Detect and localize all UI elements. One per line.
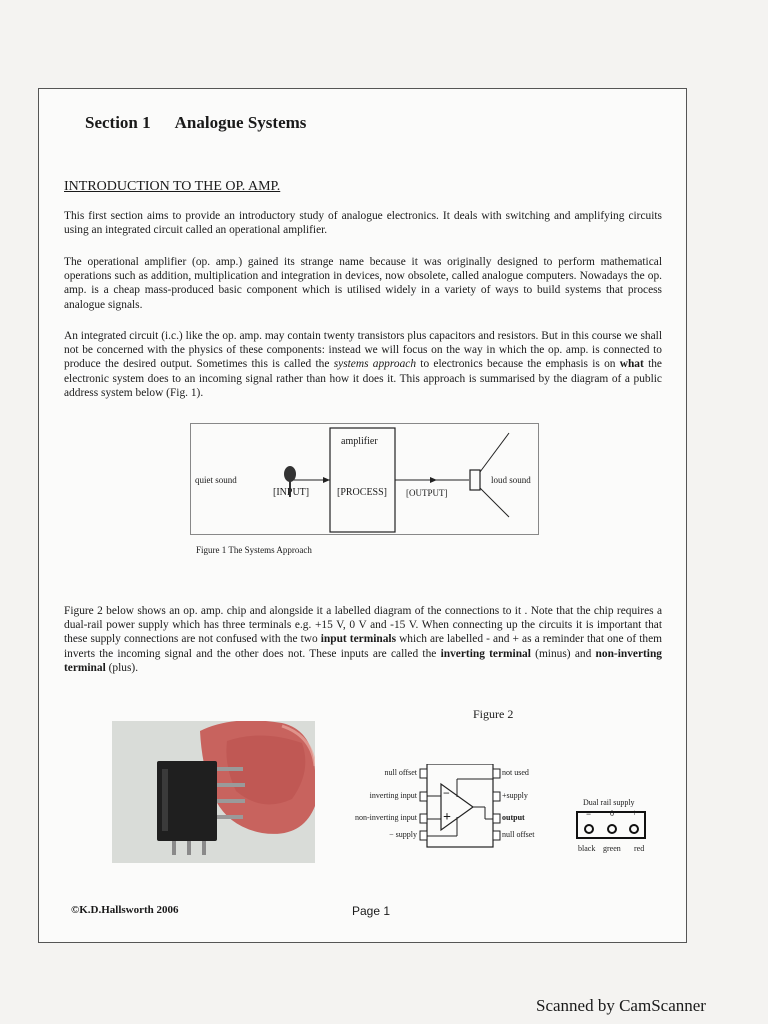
pinout-diagram xyxy=(339,764,539,849)
terminal-mark-minus: − xyxy=(586,809,592,819)
terminal-black xyxy=(585,825,593,833)
pin-label-output: output xyxy=(502,813,525,822)
inverting-terminal-term: inverting terminal xyxy=(440,647,531,660)
pin-label-null-offset-left: null offset xyxy=(384,768,417,777)
non-inverting-sign: + xyxy=(443,810,451,825)
terminal-green xyxy=(608,825,616,833)
copyright-footer: ©K.D.Hallsworth 2006 xyxy=(71,904,179,916)
terminal-colour-green: green xyxy=(603,844,621,853)
non-inverting-terminal-term: non-inverting terminal xyxy=(64,647,662,674)
input-label: [INPUT] xyxy=(273,487,310,498)
section-title: Analogue Systems xyxy=(174,113,307,132)
paragraph-4-text-c: (minus) and xyxy=(530,647,596,660)
terminal-mark-plus: + xyxy=(632,808,638,818)
paragraph-3-text-a: An integrated circuit (i.c.) like the op. amp. may contain twenty transistors plus capacitors and resistors. But in this course we shall not be concerned with the physics of these components: instead we will focus on the way in which the op. amp. is connected to produce the desired output. Sometimes this is called the xyxy=(64,330,662,371)
output-label: [OUTPUT] xyxy=(406,488,448,498)
pin-label-negative-supply: − supply xyxy=(389,830,417,839)
scanner-watermark: Scanned by CamScanner xyxy=(536,996,706,1015)
quiet-sound-label: quiet sound xyxy=(195,475,237,485)
paragraph-3-text-b: to electronics because the emphasis is on xyxy=(416,358,620,371)
paragraph-4-text-a: Figure 2 below shows an op. amp. chip and alongside it a labelled diagram of the connections to it . Note that the chip requires a dual-rail power supply which has three terminals e.g. +15 V, 0 V and -15 V. When connecting up the circuits it is important that these supply connections are not confused with the two xyxy=(64,605,662,646)
dual-rail-supply xyxy=(575,798,651,864)
loud-sound-label: loud sound xyxy=(491,475,531,485)
input-arrow xyxy=(323,477,330,483)
pin-label-positive-supply: +supply xyxy=(502,791,528,800)
pin-label-null-offset-right: null offset xyxy=(502,830,535,839)
figure-1-caption: Figure 1 The Systems Approach xyxy=(196,545,312,555)
inverting-sign: − xyxy=(443,786,450,800)
op-amp-chip-photo xyxy=(112,721,315,863)
amplifier-label: amplifier xyxy=(341,436,378,447)
pin-label-inverting-input: inverting input xyxy=(369,791,417,800)
paragraph-4 xyxy=(64,604,662,675)
terminal-mark-zero: 0 xyxy=(610,809,614,818)
paragraph-3-text-c: the electronic system does to an incoming signal rather than how it does it. This approach is summarised by the diagram of a public address system below (Fig. 1). xyxy=(64,358,662,399)
paragraph-3 xyxy=(64,329,662,400)
pin-label-not-used: not used xyxy=(502,768,529,777)
pin-label-non-inverting-input: non-inverting input xyxy=(355,813,417,822)
section-heading xyxy=(85,113,306,133)
terminal-colour-black: black xyxy=(578,844,596,853)
paragraph-2: The operational amplifier (op. amp.) gained its strange name because it was originally designed to perform mathematical operations such as addition, multiplication and integration in devices, now obsolete, called analogue computers. Nowadays the op. amp. is a cheap mass-produced basic component which is utilised widely in a variety of ways to build systems that process analogue signals. xyxy=(64,256,662,311)
terminal-colour-red: red xyxy=(634,844,645,853)
dual-rail-title: Dual rail supply xyxy=(583,798,635,807)
paragraph-4-text-b: which are labelled - and + as a reminder that one of them inverts the incoming signal and the other does not. These inputs are called the xyxy=(64,633,662,660)
terminal-red xyxy=(630,825,638,833)
paragraph-1: This first section aims to provide an introductory study of analogue electronics. It deals with switching and amplifying circuits using an integrated circuit called an operational amplifier. xyxy=(64,210,662,237)
chip-photo-drawing xyxy=(112,721,315,863)
figure-2-title: Figure 2 xyxy=(473,707,514,721)
paragraph-3-emphasis: systems approach xyxy=(333,358,417,371)
section-number: Section 1 xyxy=(85,113,151,132)
intro-heading: INTRODUCTION TO THE OP. AMP. xyxy=(64,179,281,194)
output-arrow xyxy=(430,477,437,483)
input-terminals-term: input terminals xyxy=(320,633,396,646)
document-page xyxy=(38,88,687,943)
paragraph-3-bold: what xyxy=(619,358,644,371)
process-label: [PROCESS] xyxy=(337,487,388,498)
paragraph-4-text-d: (plus). xyxy=(105,661,139,674)
figure-1-systems-diagram xyxy=(190,423,539,535)
page-number: Page 1 xyxy=(352,904,391,918)
